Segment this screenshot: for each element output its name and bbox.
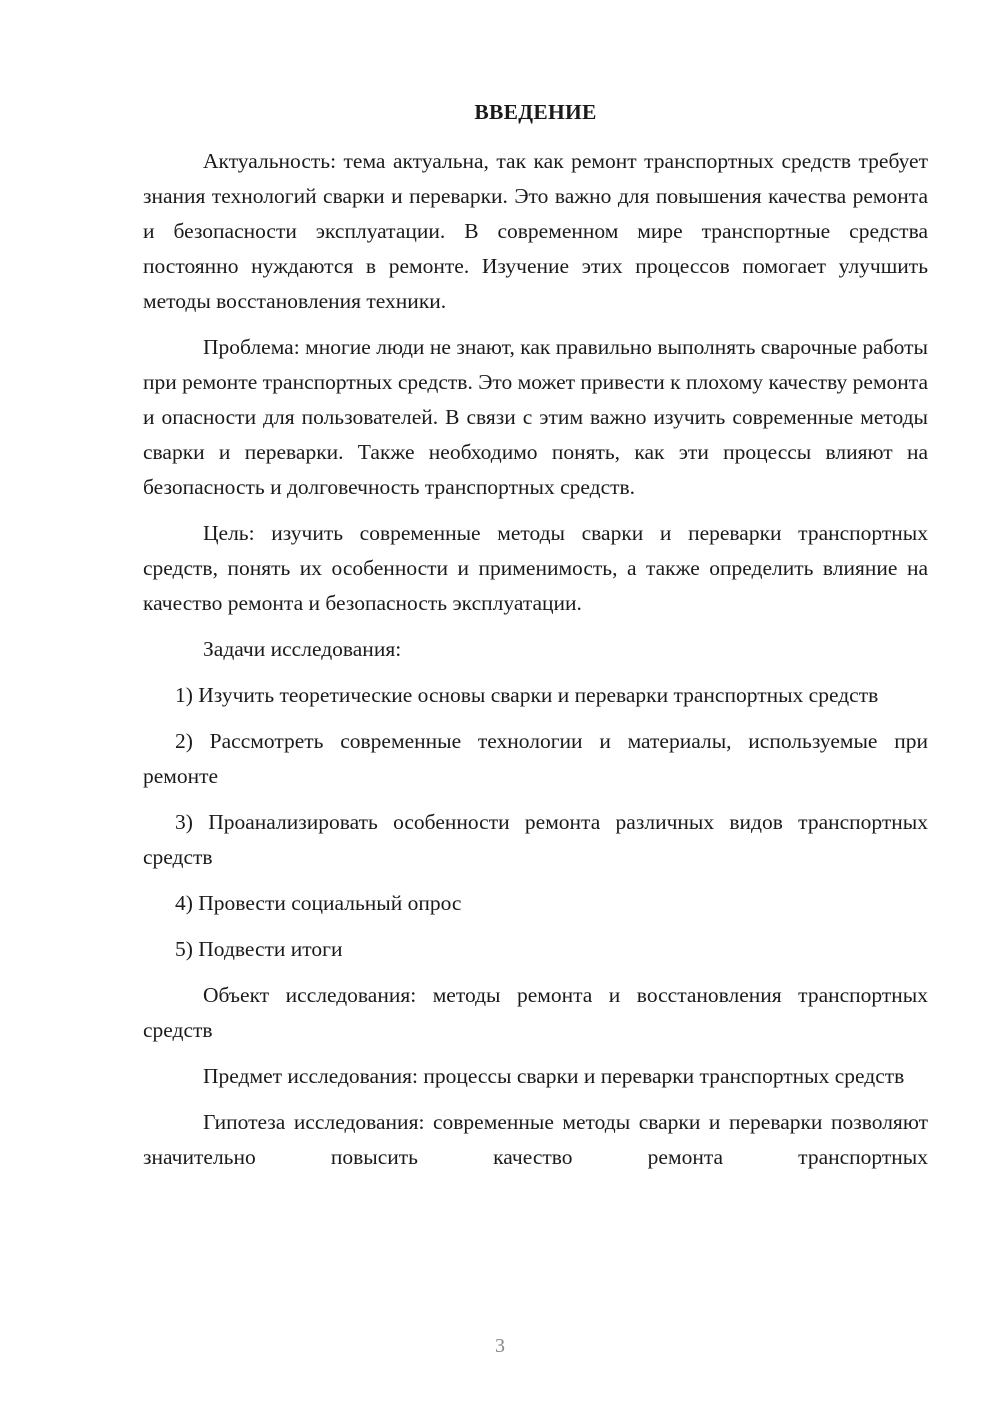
object-paragraph: Объект исследования: методы ремонта и восстановления транспортных средств bbox=[143, 983, 928, 1042]
task-item-4: 4) Провести социальный опрос bbox=[175, 891, 462, 915]
document-page bbox=[143, 95, 928, 1186]
relevance-paragraph: Актуальность: тема актуальна, так как ремонт транспортных средств требует знания технологий сварки и переварки. Это важно для повышения качества ремонта и безопасности эксплуатации. В современном мире транспортные средства постоянно нуждаются в ремонте. Изучение этих процессов помогает улучшить методы восстановления техники. bbox=[143, 149, 928, 313]
tasks-heading: Задачи исследования: bbox=[203, 637, 402, 661]
page-number: 3 bbox=[495, 1335, 505, 1357]
task-item-1: 1) Изучить теоретические основы сварки и переварки транспортных средств bbox=[175, 683, 879, 707]
problem-paragraph: Проблема: многие люди не знают, как правильно выполнять сварочные работы при ремонте транспортных средств. Это может привести к плохому качеству ремонта и опасности для пользователей. В связи с этим важно изучить современные методы сварки и переварки. Также необходимо понять, как эти процессы влияют на безопасность и долговечность транспортных средств. bbox=[143, 335, 928, 499]
task-item-3: 3) Проанализировать особенности ремонта различных видов транспортных средств bbox=[143, 810, 928, 869]
task-item-2: 2) Рассмотреть современные технологии и материалы, используемые при ремонте bbox=[143, 729, 928, 788]
goal-paragraph: Цель: изучить современные методы сварки и переварки транспортных средств, понять их особенности и применимость, а также определить влияние на качество ремонта и безопасность эксплуатации. bbox=[143, 521, 928, 615]
task-item-5: 5) Подвести итоги bbox=[175, 937, 343, 961]
section-title: ВВЕДЕНИЕ bbox=[474, 100, 597, 124]
hypothesis-paragraph: Гипотеза исследования: современные методы сварки и переварки позволяют значительно повысить качество ремонта транспортных bbox=[143, 1110, 928, 1169]
subject-paragraph: Предмет исследования: процессы сварки и переварки транспортных средств bbox=[203, 1064, 905, 1088]
